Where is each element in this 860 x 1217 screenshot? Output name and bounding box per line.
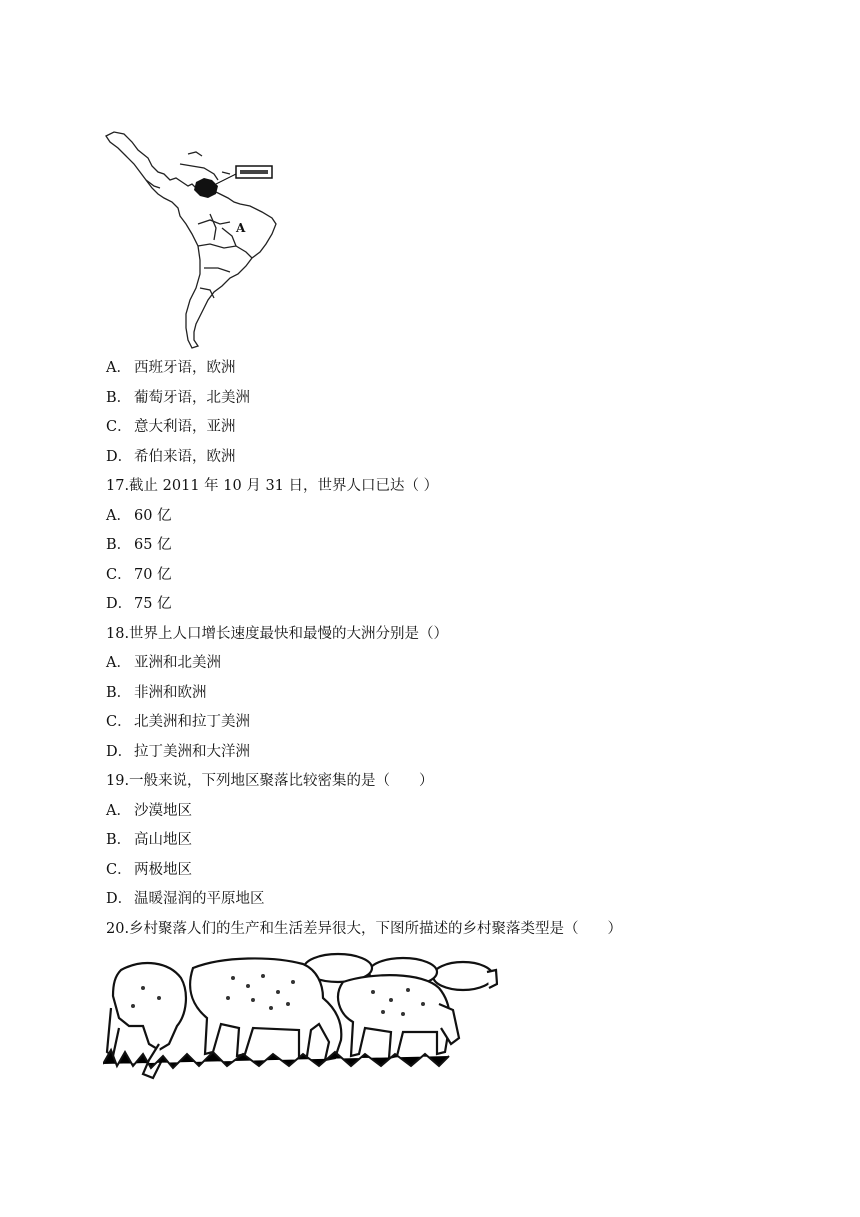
q19-option-d[interactable]: D． 温暖湿润的平原地区 xyxy=(106,891,265,907)
q19-option-a[interactable]: A． 沙漠地区 xyxy=(106,803,192,819)
q17-option-a[interactable]: A． 60 亿 xyxy=(106,508,172,524)
q19-option-c[interactable]: C． 两极地区 xyxy=(106,862,192,878)
grazing-sheep-image xyxy=(103,948,498,1083)
q19-stem: 19.一般来说，下列地区聚落比较密集的是（ ） xyxy=(106,773,434,789)
q17-option-d[interactable]: D． 75 亿 xyxy=(106,596,172,612)
q18-option-b[interactable]: B． 非洲和欧洲 xyxy=(106,685,207,701)
q19-option-b[interactable]: B． 高山地区 xyxy=(106,832,192,848)
q16-option-a[interactable]: A． 西班牙语，欧洲 xyxy=(106,360,236,376)
q17-stem: 17.截止 2011 年 10 月 31 日，世界人口已达（ ） xyxy=(106,478,439,494)
q18-stem: 18.世界上人口增长速度最快和最慢的大洲分别是（） xyxy=(106,626,449,642)
q17-option-c[interactable]: C． 70 亿 xyxy=(106,567,172,583)
q18-option-c[interactable]: C． 北美洲和拉丁美洲 xyxy=(106,714,250,730)
q20-stem: 20.乡村聚落人们的生产和生活差异很大，下图所描述的乡村聚落类型是（ ） xyxy=(106,921,623,937)
q16-option-b[interactable]: B． 葡萄牙语，北美洲 xyxy=(106,390,250,406)
map-label-a: A xyxy=(236,221,246,235)
q18-option-d[interactable]: D． 拉丁美洲和大洋洲 xyxy=(106,744,250,760)
q18-option-a[interactable]: A． 亚洲和北美洲 xyxy=(106,655,221,671)
q16-option-c[interactable]: C． 意大利语，亚洲 xyxy=(106,419,236,435)
latin-america-map xyxy=(100,128,290,350)
q17-option-b[interactable]: B． 65 亿 xyxy=(106,537,172,553)
q16-option-d[interactable]: D． 希伯来语，欧洲 xyxy=(106,449,236,465)
